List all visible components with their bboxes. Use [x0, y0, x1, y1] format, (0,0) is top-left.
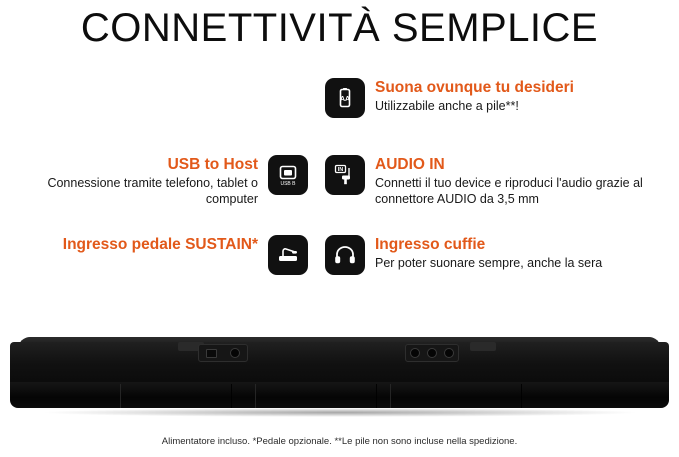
feature-sustain-text [63, 235, 268, 255]
feature-usb-text [18, 155, 268, 207]
battery-icon [325, 78, 365, 118]
svg-text:AA: AA [339, 96, 351, 103]
keyboard-drop-shadow [40, 408, 640, 417]
sustain-pedal-icon [268, 235, 308, 275]
feature-battery [325, 78, 574, 118]
feature-battery-subtext: Utilizzabile anche a pile**! [375, 99, 519, 113]
keyboard-power-jack [444, 348, 454, 358]
keyboard-panel-seam [120, 384, 232, 408]
keyboard-sustain-jack [230, 348, 240, 358]
feature-audio-in-subtext: Connetti il tuo device e riproduci l'audio grazie al connettore AUDIO da 3,5 mm [375, 176, 643, 206]
feature-usb [18, 155, 308, 207]
feature-usb-heading: USB to Host [167, 156, 258, 173]
feature-audio-in [325, 155, 679, 207]
feature-sustain-heading: Ingresso pedale SUSTAIN* [62, 236, 258, 253]
feature-headphones [325, 235, 602, 275]
keyboard-panel-seam [255, 384, 377, 408]
keyboard-usb-jack-panel [198, 344, 248, 362]
feature-audio-in-text [365, 155, 679, 207]
keyboard-headphone-jack [427, 348, 437, 358]
feature-headphones-subtext: Per poter suonare sempre, anche la sera [375, 256, 603, 270]
svg-text:IN: IN [337, 167, 344, 173]
footnote: Alimentatore incluso. *Pedale opzionale. **Le pile non sono incluse nella spedizione. [161, 436, 518, 447]
digital-keyboard-rear-view [0, 322, 679, 427]
feature-sustain [18, 235, 308, 275]
keyboard-audio-in-jack [410, 348, 420, 358]
feature-battery-text [365, 78, 574, 114]
headphones-icon [325, 235, 365, 275]
keyboard-audio-jack-panel [405, 344, 459, 362]
feature-battery-heading: Suona ovunque tu desideri [375, 79, 574, 96]
feature-usb-subtext: Connessione tramite telefono, tablet o computer [47, 176, 258, 206]
feature-headphones-text [365, 235, 602, 271]
keyboard-usb-port [206, 349, 217, 358]
feature-headphones-heading: Ingresso cuffie [375, 236, 486, 253]
feature-audio-in-heading: AUDIO IN [375, 156, 445, 173]
audio-in-jack-icon [325, 155, 365, 195]
keyboard-rear-tab [470, 342, 496, 351]
keyboard-panel-seam [390, 384, 522, 408]
svg-text:USB B: USB B [280, 181, 296, 187]
usb-port-icon [268, 155, 308, 195]
page-title: CONNETTIVITÀ SEMPLICE [80, 6, 599, 50]
